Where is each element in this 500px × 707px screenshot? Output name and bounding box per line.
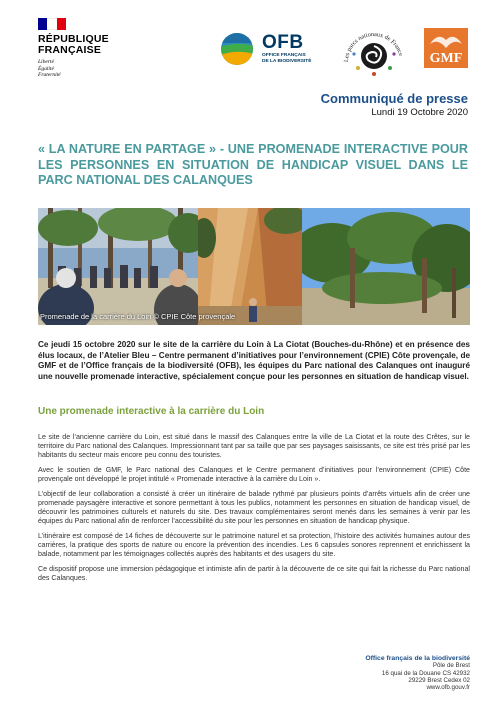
footer-org: Office français de la biodiversité <box>365 655 470 662</box>
ofb-fullname-1: OFFICE FRANÇAIS <box>262 53 306 58</box>
photo-pine-forest <box>302 208 470 325</box>
paragraph: L’objectif de leur collaboration a consisté à créer un itinéraire de balade rythmé par plusieurs points d’arrêts virtuels afin de créer une promenade paysagère interactive et sonore permettant à tous les publics, notamment les personnes en situation de handicap visuel, de découvrir les patrimoines culturels et naturels du site. Des travaux complémentaires seront menés dans les semaines à venir par les équipes du Parc national afin de renforcer l’accessibilité du site pour les personnes en situation de handicap physique. <box>38 490 470 525</box>
footer-line: Pôle de Brest <box>432 662 470 670</box>
ofb-logo <box>220 32 311 66</box>
rf-motto-liberte: Liberté <box>38 59 54 65</box>
press-header <box>321 91 468 118</box>
photo-caption: Promenade de la carrière du Loin © CPIE Côte provençale <box>40 312 236 321</box>
paragraph: L’itinéraire est composé de 14 fiches de découverte sur le patrimoine naturel et sa protection, l’histoire des activités humaines autour des carrières, la pratique des sports de nature ou encore la prévention des incendies. Les 6 capsules sonores reprennent et enrichissent la balade, notamment par les témoignages collectés auprès des habitants et des usagers du site. <box>38 532 470 558</box>
rf-motto-egalite: Égalité <box>38 65 54 72</box>
paragraph: Ce dispositif propose une immersion pédagogique et intimiste afin de partir à la découverte de ce site qui fait la richesse du Parc national des Calanques. <box>38 565 470 582</box>
headline: « LA NATURE EN PARTAGE » - UNE PROMENADE INTERACTIVE POUR LES PERSONNES EN SITUATION DE HANDICAP VISUEL DANS LE PARC NATIONAL DES CALANQUES <box>38 142 468 187</box>
pnf-text: Les parcs nationaux de France <box>342 30 405 63</box>
ofb-acronym: OFB <box>262 32 304 53</box>
ofb-globe-icon <box>220 32 254 66</box>
photo-group-walk <box>38 208 198 325</box>
paragraph: Avec le soutien de GMF, le Parc national des Calanques et le Centre permanent d’initiatives pour l’environnement (CPIE) Côte provençale ont développé le projet intitulé « Promenade interactive à la carrière du Loin ». <box>38 466 470 483</box>
gmf-logo <box>424 28 468 68</box>
photo-quarry-wall <box>198 208 302 325</box>
republique-francaise-logo <box>38 18 128 79</box>
lead-paragraph: Ce jeudi 15 octobre 2020 sur le site de la carrière du Loin à La Ciotat (Bouches-du-Rhône) et en présence des élus locaux, de l’Atelier Bleu – Centre permanent d’initiatives pour l’environnement (CPIE) Côte provençale, de GMF et de l’Office français de la biodiversité (OFB), les équipes du Parc national des Calanques ont inauguré une nouvelle promenade interactive, spécialement conçue pour les personnes en situation de handicap visuel. <box>38 340 470 381</box>
footer-address <box>365 655 470 691</box>
gmf-text: GMF <box>429 51 463 66</box>
paragraph: Le site de l’ancienne carrière du Loin, est situé dans le massif des Calanques entre la ville de La Ciotat et la route des Crêtes, sur le territoire du Parc national des Calanques. Impressionnant tant par sa taille que par ses paysages saisissants, ce site est très prisé par les habitants du secteur mais encore peu connu des touristes. <box>38 433 470 459</box>
press-date: Lundi 19 Octobre 2020 <box>371 107 468 118</box>
footer-website-link[interactable]: www.ofb.gouv.fr <box>426 684 470 692</box>
press-title: Communiqué de presse <box>320 91 468 106</box>
rf-name-line2: FRANÇAISE <box>38 44 102 56</box>
photo-strip <box>38 208 470 325</box>
ofb-fullname-2: DE LA BIODIVERSITÉ <box>262 59 312 64</box>
body-text <box>38 433 470 589</box>
section-title: Une promenade interactive à la carrière du Loin <box>38 406 265 417</box>
footer-line: 29229 Brest Cedex 02 <box>408 676 470 684</box>
rf-motto-fraternite: Fraternité <box>38 72 61 78</box>
footer-line: 16 quai de la Douane CS 42932 <box>381 669 470 677</box>
flag-icon <box>38 18 66 30</box>
parcs-nationaux-de-france-logo <box>340 22 408 78</box>
rf-name-line1: RÉPUBLIQUE <box>38 33 109 45</box>
